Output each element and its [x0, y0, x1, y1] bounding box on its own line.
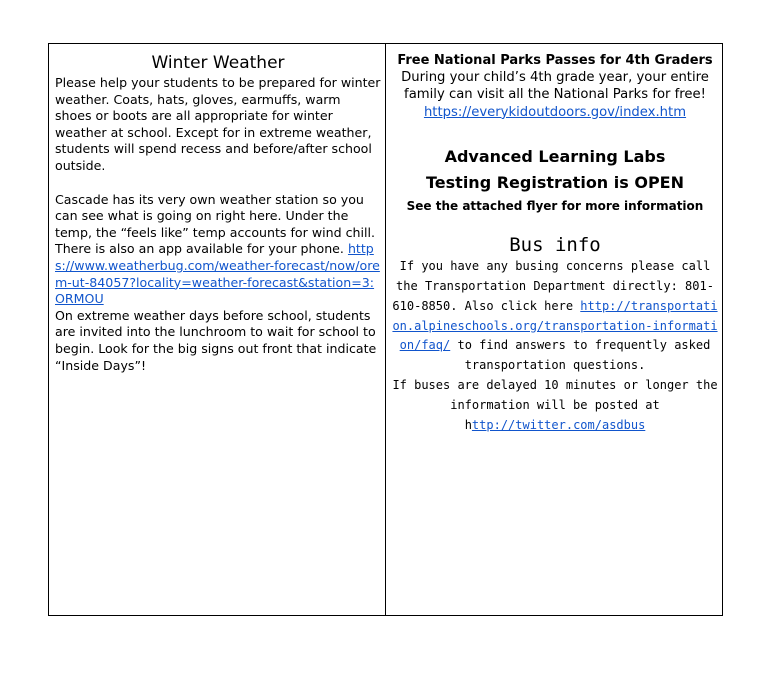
column-divider	[385, 44, 386, 615]
bus-info-title: Bus info	[509, 234, 601, 257]
bus-info-section	[390, 233, 720, 435]
parks-title: Free National Parks Passes for 4th Graders	[397, 53, 713, 68]
faq-description-text: to find answers to frequently asked transportation questions.	[457, 338, 711, 373]
bus-info-body	[390, 257, 720, 435]
twitter-prefix: h	[464, 417, 472, 432]
twitter-link[interactable]: ttp://twitter.com/asdbus	[471, 417, 646, 432]
weather-station-description: Cascade has its very own weather station so you can see what is going on right here. Under the temp, the “feels like” temp accounts for wind chill. There is also an app available for your phone.	[55, 191, 376, 257]
section-spacer	[390, 121, 720, 144]
labs-title-line-1: Advanced Learning Labs	[444, 147, 666, 167]
announcements-column	[390, 52, 720, 435]
weatherbug-link[interactable]: https://www.weatherbug.com/weather-forecast/now/orem-ut-84057?locality=weather-forecast&station=3:ORMOU	[55, 241, 380, 307]
section-spacer	[390, 215, 720, 233]
paragraph-spacer	[55, 175, 381, 192]
inside-days-text: On extreme weather days before school, students are invited into the lunchroom to wait for school to begin. Look for the big signs out front that indicate “Inside Days”!	[55, 307, 377, 373]
newsletter-table	[48, 43, 723, 616]
bus-concerns-text: If you have any busing concerns please call the Transportation Department directly: 801-610-8850. Also click here	[392, 259, 714, 313]
winter-weather-title: Winter Weather	[151, 53, 285, 73]
labs-flyer-note: See the attached flyer for more information	[406, 199, 704, 214]
winter-weather-intro: Please help your students to be prepared for winter weather. Coats, hats, gloves, earmuffs, warm shoes or boots are all appropriate for winter weather at school. Except for in extreme weather, students will spend recess and before/after school outside.	[55, 75, 381, 173]
parks-link-line	[390, 104, 720, 121]
parks-body: During your child’s 4th grade year, your entire family can visit all the National Parks for free!	[401, 70, 709, 103]
labs-title-line-2: Testing Registration is OPEN	[426, 173, 684, 193]
everykidoutdoors-link[interactable]: https://everykidoutdoors.gov/index.htm	[423, 104, 687, 120]
weather-station-text	[55, 192, 381, 308]
transportation-faq-link[interactable]: http://transportation.alpineschools.org/transportation-information/faq/	[392, 298, 718, 353]
winter-weather-column	[55, 52, 381, 374]
learning-labs-section	[390, 144, 720, 215]
bus-delay-text: If buses are delayed 10 minutes or longer the information will be posted at	[392, 378, 718, 412]
parks-section	[390, 52, 720, 121]
